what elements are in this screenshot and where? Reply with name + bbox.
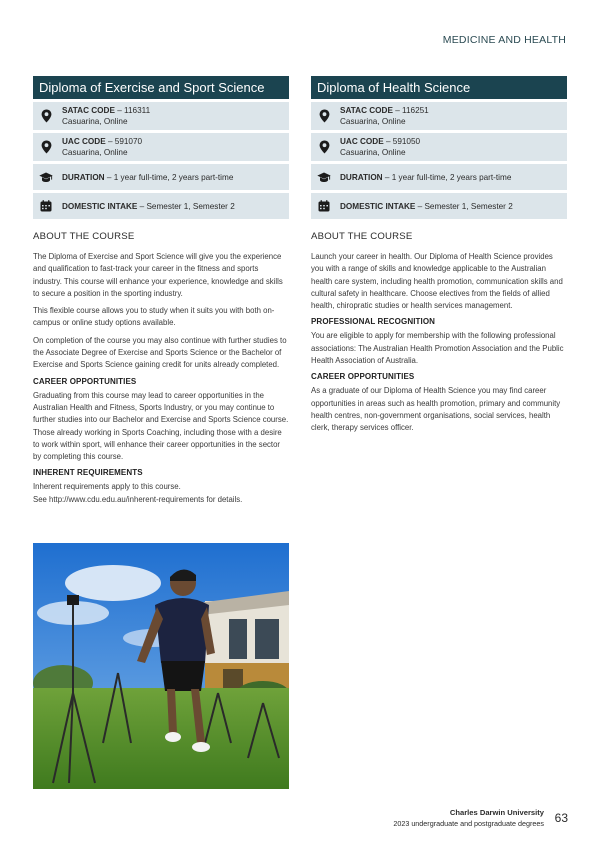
intake-info [62, 201, 235, 212]
satac-code-row [33, 102, 289, 130]
satac-location: Casuarina, Online [62, 117, 128, 126]
about-paragraph: This flexible course allows you to study when it suits you with both on-campus or online study options available. [33, 306, 275, 328]
satac-label: SATAC CODE [340, 106, 393, 115]
duration-value: – 1 year full-time, 2 years part-time [104, 172, 234, 182]
uac-info [62, 136, 142, 158]
uac-code-row [311, 133, 567, 161]
career-paragraph: As a graduate of our Diploma of Health Science you may find career opportunities in areas such as health promotion, primary and community health centres, non-government organisations, social services, health clerk, therapy services officer. [311, 386, 561, 433]
page-number: 63 [554, 811, 568, 825]
satac-code-row [311, 102, 567, 130]
athlete-photo [33, 543, 289, 789]
about-paragraph: Launch your career in health. Our Diploma of Health Science provides you with a range of skills and knowledge applicable to the Australian health care system, including health promotion, communication skills and cultural safety in healthcare. Choose electives from the fields of allied health, chiropratic studies or health services management. [311, 252, 563, 311]
location-pin-icon [317, 140, 331, 154]
uac-code: – 591050 [383, 137, 421, 146]
satac-info [340, 105, 429, 127]
career-paragraph: Graduating from this course may lead to career opportunities in the Australian Health and Fitness, Sports Industry, or you may continue to further studies into our Bachelor and Exercise and Sports Science course. Those already working in Sports Coaching, including those with a desire to work within sport, will enhance their career opportunities in the sector by completing this course. [33, 390, 289, 462]
calendar-icon [39, 199, 53, 213]
satac-info [62, 105, 150, 127]
inherent-heading: INHERENT REQUIREMENTS [33, 468, 143, 478]
course-column-health-science [311, 76, 567, 440]
uac-label: UAC CODE [340, 137, 384, 146]
uac-label: UAC CODE [62, 137, 106, 146]
satac-code: – 116311 [114, 106, 151, 115]
duration-info [62, 172, 233, 183]
section-tag: MEDICINE AND HEALTH [442, 34, 566, 46]
graduation-cap-icon [317, 170, 331, 184]
uac-location: Casuarina, Online [62, 148, 128, 157]
graduation-cap-icon [39, 170, 53, 184]
footer-university: Charles Darwin University [449, 808, 544, 817]
intake-info [340, 201, 513, 212]
uac-location: Casuarina, Online [340, 148, 406, 157]
inherent-line: Inherent requirements apply to this course. [33, 482, 181, 492]
about-heading: ABOUT THE COURSE [311, 231, 413, 242]
course-title: Diploma of Exercise and Sport Science [33, 76, 289, 99]
intake-value: – Semester 1, Semester 2 [137, 201, 235, 211]
inherent-link-line: See http://www.cdu.edu.au/inherent-requirements for details. [33, 494, 243, 504]
uac-info [340, 136, 420, 158]
duration-label: DURATION [340, 172, 383, 182]
course-title: Diploma of Health Science [311, 76, 567, 99]
uac-code-row [33, 133, 289, 161]
intake-value: – Semester 1, Semester 2 [415, 201, 513, 211]
about-heading: ABOUT THE COURSE [33, 231, 135, 242]
recognition-heading: PROFESSIONAL RECOGNITION [311, 317, 436, 327]
recognition-paragraph: You are eligible to apply for membership with the following professional associations: The Australian Health Promotion Association and the Public Health Association of Australia. [311, 331, 564, 366]
satac-label: SATAC CODE [62, 106, 115, 115]
duration-info [340, 172, 511, 183]
about-paragraph: The Diploma of Exercise and Sport Science will give you the experience and qualification to fast-track your career in the fitness and sports industry. This course will enhance your experience, knowledge and skills to secure a position in the sporting industry. [33, 252, 283, 298]
intake-row [33, 193, 289, 219]
inherent-text [33, 481, 289, 506]
duration-row [33, 164, 289, 190]
intake-row [311, 193, 567, 219]
about-paragraph: On completion of the course you may also continue with further studies to the Associate Degree of Exercise and Sports Science or the Bachelor of Exercise and Sports Science gaining credit for units already completed. [33, 335, 287, 370]
location-pin-icon [39, 109, 53, 123]
satac-location: Casuarina, Online [340, 117, 406, 126]
intake-label: DOMESTIC INTAKE [62, 201, 138, 211]
satac-code: – 116251 [392, 106, 429, 115]
career-heading: CAREER OPPORTUNITIES [311, 372, 415, 382]
duration-label: DURATION [62, 172, 105, 182]
calendar-icon [317, 199, 331, 213]
duration-row [311, 164, 567, 190]
footer-subtitle: 2023 undergraduate and postgraduate degrees [393, 819, 544, 828]
course-column-exercise-sport [33, 76, 289, 506]
uac-code: – 591070 [105, 137, 143, 146]
career-heading: CAREER OPPORTUNITIES [33, 376, 137, 386]
location-pin-icon [39, 140, 53, 154]
location-pin-icon [317, 109, 331, 123]
intake-label: DOMESTIC INTAKE [340, 201, 416, 211]
duration-value: – 1 year full-time, 2 years part-time [382, 172, 512, 182]
